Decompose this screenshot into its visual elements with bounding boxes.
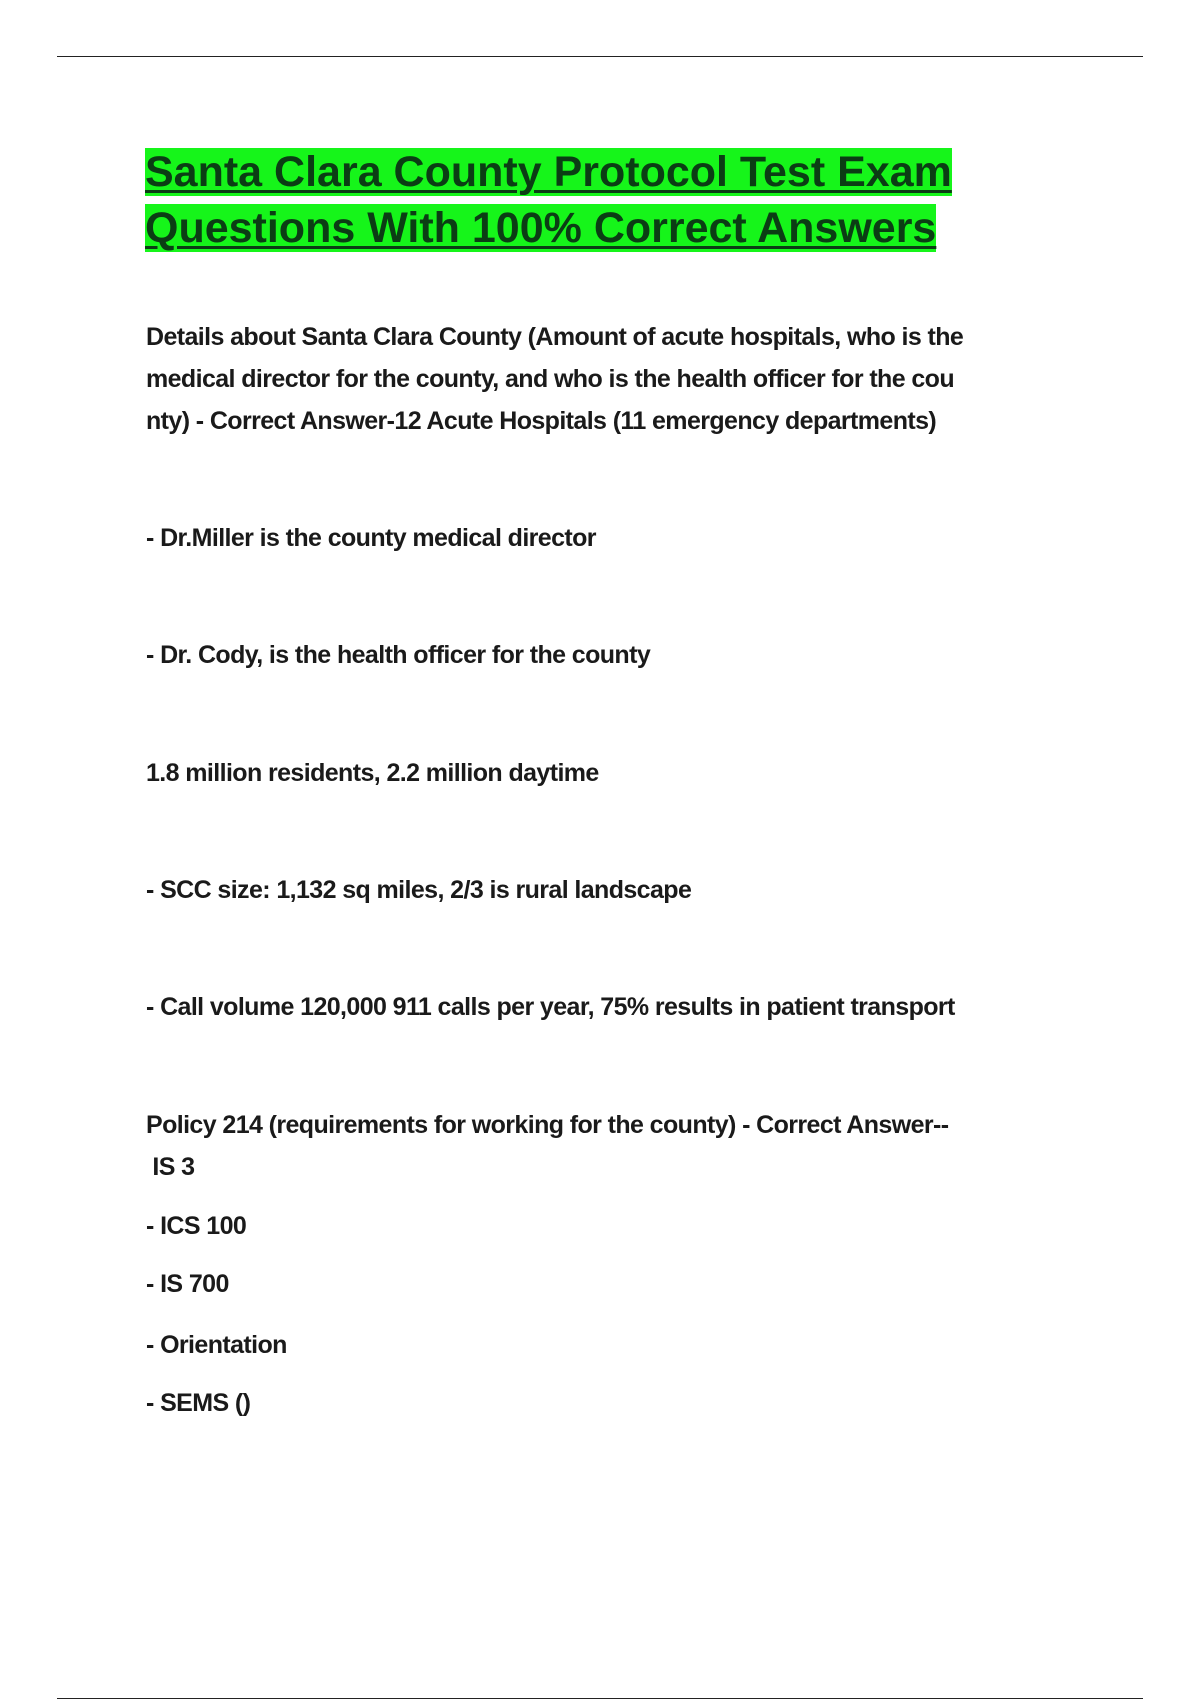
top-rule: [57, 56, 1143, 57]
question-1: [146, 316, 1086, 442]
document-title: [145, 144, 1105, 256]
question-1-line-1: Details about Santa Clara County (Amount of acute hospitals, who is the: [146, 323, 964, 351]
question-2-line-1: Policy 214 (requirements for working for the county) - Correct Answer--: [146, 1111, 949, 1139]
title-line-1: Santa Clara County Protocol Test Exam: [145, 148, 952, 196]
title-line-2: Questions With 100% Correct Answers: [145, 204, 937, 252]
question-2-line-2: IS 3: [146, 1153, 195, 1181]
fact-call-volume: - Call volume 120,000 911 calls per year, 75% results in patient transport: [146, 993, 955, 1021]
requirement-ics-100: - ICS 100: [146, 1212, 247, 1240]
fact-health-officer: - Dr. Cody, is the health officer for the county: [146, 641, 651, 669]
bottom-rule: [57, 1698, 1143, 1699]
fact-population: 1.8 million residents, 2.2 million daytime: [146, 759, 599, 787]
requirement-is-700: - IS 700: [146, 1270, 229, 1298]
question-2: [146, 1104, 948, 1188]
question-1-line-2: medical director for the county, and who is the health officer for the cou: [146, 365, 955, 393]
fact-county-size: - SCC size: 1,132 sq miles, 2/3 is rural landscape: [146, 876, 692, 904]
requirement-orientation: - Orientation: [146, 1331, 287, 1359]
fact-medical-director: - Dr.Miller is the county medical director: [146, 524, 596, 552]
requirement-sems: - SEMS (): [146, 1389, 251, 1417]
question-1-line-3: nty) - Correct Answer-12 Acute Hospitals (11 emergency departments): [146, 407, 937, 435]
